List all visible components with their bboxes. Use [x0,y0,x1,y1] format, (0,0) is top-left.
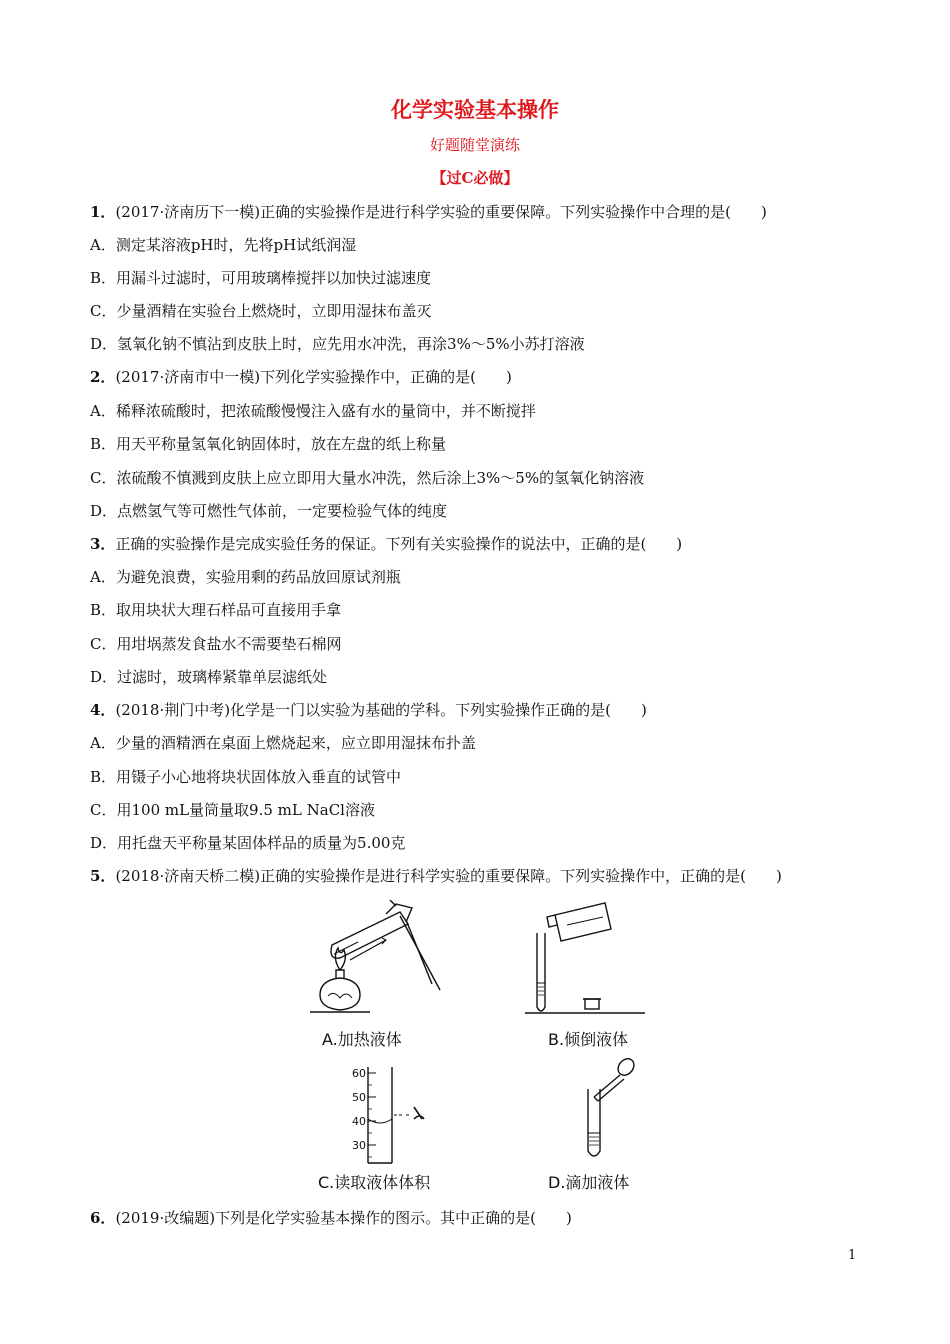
question-text: 正确的实验操作是完成实验任务的保证。下列有关实验操作的说法中，正确的是( ) [115,535,683,553]
question-number: 6． [90,1209,116,1227]
question-4-option-d: D．用托盘天平称量某固体样品的质量为5.00克 [90,834,406,852]
figure-b-caption: B.倾倒液体 [548,1030,629,1049]
question-3-option-b: B．取用块状大理石样品可直接用手拿 [90,601,342,619]
question-2-option-c: C．浓硫酸不慎溅到皮肤上应立即用大量水冲洗，然后涂上3%～5%的氢氧化钠溶液 [90,469,645,487]
cylinder-tick-label: 50 [352,1091,366,1104]
question-5-stem [90,866,870,886]
cylinder-tick-label: 60 [352,1067,366,1080]
question-3-option-d: D．过滤时，玻璃棒紧靠单层滤纸处 [90,668,328,686]
page-number: 1 [848,1248,857,1263]
figure-b-pouring-liquid [525,895,645,1020]
page-title: 化学实验基本操作 [391,98,559,122]
question-3-option-c: C．用坩埚蒸发食盐水不需要垫石棉网 [90,635,342,653]
figure-a-heating-liquid [300,900,460,1025]
page-subtitle: 好题随堂演练 [429,136,520,154]
figure-d-caption: D.滴加液体 [548,1173,630,1192]
question-4-option-a: A．少量的酒精洒在桌面上燃烧起来，应立即用湿抹布扑盖 [90,734,476,752]
question-2-option-a: A．稀释浓硫酸时，把浓硫酸慢慢注入盛有水的量筒中，并不断搅拌 [90,402,536,420]
question-1-option-c: C．少量酒精在实验台上燃烧时，立即用湿抹布盖灭 [90,302,432,320]
question-text: (2018·荆门中考)化学是一门以实验为基础的学科。下列实验操作正确的是( ) [115,701,647,719]
question-number: 2． [90,368,116,386]
question-2-option-b: B．用天平称量氢氧化钠固体时，放在左盘的纸上称量 [90,435,447,453]
question-2-option-d: D．点燃氢气等可燃性气体前，一定要检验气体的纯度 [90,502,448,520]
question-3-stem [90,534,870,554]
question-number: 5． [90,867,116,885]
question-1-stem [90,202,870,222]
question-4-stem [90,700,870,720]
question-1-option-d: D．氢氧化钠不慎沾到皮肤上时，应先用水冲洗，再涂3%～5%小苏打溶液 [90,335,585,353]
question-1-option-a: A．测定某溶液pH时，先将pH试纸润湿 [90,236,357,254]
question-4-option-c: C．用100 mL量筒量取9.5 mL NaCl溶液 [90,801,375,819]
question-3-option-a: A．为避免浪费，实验用剩的药品放回原试剂瓶 [90,568,401,586]
question-2-stem [90,367,870,387]
question-number: 3． [90,535,116,553]
question-number: 4． [90,701,116,719]
question-text: (2017·济南市中一模)下列化学实验操作中，正确的是( ) [115,368,512,386]
question-6-stem [90,1208,870,1228]
figure-c-caption: C.读取液体体积 [318,1173,431,1192]
question-1-option-b: B．用漏斗过滤时，可用玻璃棒搅拌以加快过滤速度 [90,269,432,287]
question-text: (2018·济南天桥二模)正确的实验操作是进行科学实验的重要保障。下列实验操作中，正确的是( ) [115,867,782,885]
figure-a-caption: A.加热液体 [322,1030,402,1049]
figure-d-dropping-liquid [570,1055,650,1165]
question-text: (2017·济南历下一模)正确的实验操作是进行科学实验的重要保障。下列实验操作中合理的是( ) [115,203,767,221]
question-text: (2019·改编题)下列是化学实验基本操作的图示。其中正确的是( ) [115,1209,572,1227]
cylinder-tick-label: 30 [352,1139,366,1152]
section-heading: 【过C必做】 [431,169,519,187]
cylinder-tick-label: 40 [352,1115,366,1128]
figure-c-reading-volume [350,1063,440,1168]
question-4-option-b: B．用镊子小心地将块状固体放入垂直的试管中 [90,768,402,786]
question-number: 1． [90,203,116,221]
